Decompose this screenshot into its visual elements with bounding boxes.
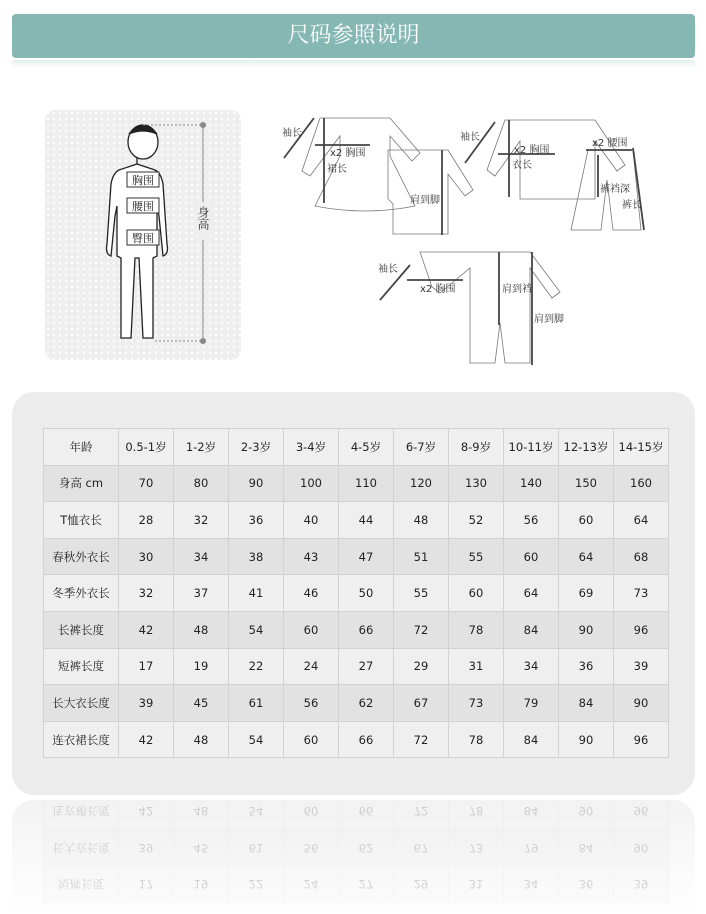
table-cell: 22 xyxy=(229,866,284,903)
table-cell: 44 xyxy=(339,502,394,539)
table-cell: 61 xyxy=(229,829,284,866)
table-cell: 90 xyxy=(559,721,614,758)
table-cell: 84 xyxy=(559,685,614,722)
table-cell: 84 xyxy=(504,721,559,758)
table-cell: 67 xyxy=(394,685,449,722)
table-cell: 72 xyxy=(394,800,449,829)
table-cell: 84 xyxy=(559,829,614,866)
table-cell: 73 xyxy=(449,685,504,722)
table-cell: 22 xyxy=(229,648,284,685)
table-cell: 40 xyxy=(284,502,339,539)
table-cell: 34 xyxy=(504,866,559,903)
table-cell: 90 xyxy=(559,611,614,648)
table-cell: 36 xyxy=(559,648,614,685)
table-cell: 24 xyxy=(284,648,339,685)
table-cell: 61 xyxy=(229,685,284,722)
table-row xyxy=(44,829,669,866)
table-cell: 79 xyxy=(504,685,559,722)
table-cell: 47 xyxy=(339,538,394,575)
column-header: 2-3岁 xyxy=(229,429,284,466)
table-row xyxy=(44,721,669,758)
table-cell: 78 xyxy=(449,721,504,758)
table-cell: 90 xyxy=(614,685,669,722)
table-cell: 72 xyxy=(394,611,449,648)
table-cell: 54 xyxy=(229,611,284,648)
table-cell: 84 xyxy=(504,800,559,829)
jumpsuit-shoulder-to-crotch-label: 肩到裆 xyxy=(502,284,532,295)
table-cell: 45 xyxy=(174,829,229,866)
table-cell: 54 xyxy=(229,800,284,829)
table-cell: 60 xyxy=(504,538,559,575)
body-measurement-figure xyxy=(45,110,241,360)
romper-shoulder-to-foot-label: 肩到脚 xyxy=(410,195,440,206)
table-cell: 36 xyxy=(559,866,614,903)
table-cell: 90 xyxy=(614,829,669,866)
table-cell: 28 xyxy=(119,502,174,539)
table-cell: 90 xyxy=(559,800,614,829)
table-cell: 130 xyxy=(449,465,504,502)
table-cell: 100 xyxy=(284,465,339,502)
row-label: 身高 cm xyxy=(44,465,119,502)
reflection-table xyxy=(43,800,669,903)
table-cell: 19 xyxy=(174,866,229,903)
row-label: T恤衣长 xyxy=(44,502,119,539)
table-cell: 60 xyxy=(284,611,339,648)
table-cell: 96 xyxy=(614,800,669,829)
table-cell: 29 xyxy=(394,866,449,903)
table-cell: 50 xyxy=(339,575,394,612)
table-cell: 68 xyxy=(614,538,669,575)
table-row xyxy=(44,465,669,502)
table-cell: 17 xyxy=(119,866,174,903)
table-cell: 62 xyxy=(339,685,394,722)
table-cell: 60 xyxy=(284,721,339,758)
row-label: 春秋外衣长 xyxy=(44,538,119,575)
table-cell: 79 xyxy=(504,829,559,866)
row-label: 短裤长度 xyxy=(44,866,119,903)
column-header: 4-5岁 xyxy=(339,429,394,466)
table-cell: 60 xyxy=(559,502,614,539)
pants-length-label: 裤长 xyxy=(622,200,642,211)
pants-rise-label: 裤裆深 xyxy=(600,184,630,195)
table-cell: 48 xyxy=(174,800,229,829)
table-cell: 17 xyxy=(119,648,174,685)
table-cell: 32 xyxy=(119,575,174,612)
row-label: 长大衣长度 xyxy=(44,829,119,866)
pants-waist-label: x2 腰围 xyxy=(592,138,628,149)
table-cell: 39 xyxy=(119,829,174,866)
table-cell: 78 xyxy=(449,611,504,648)
table-cell: 38 xyxy=(229,538,284,575)
table-row xyxy=(44,648,669,685)
dress-skirt-length-label: 裙长 xyxy=(327,164,347,175)
column-header: 14-15岁 xyxy=(614,429,669,466)
column-header: 0.5-1岁 xyxy=(119,429,174,466)
table-cell: 78 xyxy=(449,800,504,829)
table-row xyxy=(44,866,669,903)
table-cell: 24 xyxy=(284,866,339,903)
table-cell: 64 xyxy=(504,575,559,612)
hip-label: 臀围 xyxy=(132,232,154,245)
table-cell: 56 xyxy=(504,502,559,539)
table-cell: 160 xyxy=(614,465,669,502)
row-label: 冬季外衣长 xyxy=(44,575,119,612)
table-cell: 96 xyxy=(614,721,669,758)
table-cell: 39 xyxy=(614,866,669,903)
table-row xyxy=(44,611,669,648)
table-cell: 27 xyxy=(339,648,394,685)
table-cell: 110 xyxy=(339,465,394,502)
column-header: 10-11岁 xyxy=(504,429,559,466)
chest-label: 胸围 xyxy=(132,174,154,187)
table-cell: 66 xyxy=(339,800,394,829)
table-cell: 34 xyxy=(174,538,229,575)
table-cell: 69 xyxy=(559,575,614,612)
jumpsuit-shoulder-to-foot-label: 肩到脚 xyxy=(534,314,564,325)
table-cell: 80 xyxy=(174,465,229,502)
column-header: 年龄 xyxy=(44,429,119,466)
table-cell: 64 xyxy=(559,538,614,575)
top-sleeve-label: 袖长 xyxy=(460,132,480,143)
table-cell: 62 xyxy=(339,829,394,866)
table-cell: 60 xyxy=(449,575,504,612)
header-reflection xyxy=(12,60,695,68)
table-cell: 19 xyxy=(174,648,229,685)
table-cell: 52 xyxy=(449,502,504,539)
dress-chest-label: x2 胸围 xyxy=(330,148,366,159)
table-cell: 30 xyxy=(119,538,174,575)
row-label: 短裤长度 xyxy=(44,648,119,685)
table-cell: 66 xyxy=(339,721,394,758)
page-title: 尺码参照说明 xyxy=(12,14,695,58)
table-cell: 54 xyxy=(229,721,284,758)
table-cell: 31 xyxy=(449,648,504,685)
table-row xyxy=(44,502,669,539)
table-header-row xyxy=(44,429,669,466)
table-cell: 48 xyxy=(394,502,449,539)
table-cell: 34 xyxy=(504,648,559,685)
table-cell: 150 xyxy=(559,465,614,502)
table-cell: 51 xyxy=(394,538,449,575)
table-cell: 55 xyxy=(394,575,449,612)
table-cell: 48 xyxy=(174,721,229,758)
row-label: 长大衣长度 xyxy=(44,685,119,722)
table-cell: 43 xyxy=(284,538,339,575)
table-cell: 70 xyxy=(119,465,174,502)
table-cell: 72 xyxy=(394,721,449,758)
garment-measurement-diagram xyxy=(270,100,670,380)
table-cell: 41 xyxy=(229,575,284,612)
table-cell: 27 xyxy=(339,866,394,903)
table-cell: 73 xyxy=(614,575,669,612)
table-cell: 55 xyxy=(449,538,504,575)
table-cell: 37 xyxy=(174,575,229,612)
table-cell: 140 xyxy=(504,465,559,502)
table-reflection xyxy=(12,800,695,914)
table-cell: 42 xyxy=(119,611,174,648)
table-cell: 66 xyxy=(339,611,394,648)
column-header: 1-2岁 xyxy=(174,429,229,466)
row-label: 长裤长度 xyxy=(44,611,119,648)
table-row xyxy=(44,800,669,829)
child-body-icon xyxy=(45,110,241,360)
table-cell: 120 xyxy=(394,465,449,502)
waist-label: 腰围 xyxy=(132,200,154,213)
table-cell: 36 xyxy=(229,502,284,539)
table-cell: 46 xyxy=(284,575,339,612)
table-cell: 42 xyxy=(119,800,174,829)
table-row xyxy=(44,538,669,575)
table-cell: 56 xyxy=(284,685,339,722)
table-row xyxy=(44,685,669,722)
table-cell: 45 xyxy=(174,685,229,722)
table-cell: 48 xyxy=(174,611,229,648)
column-header: 8-9岁 xyxy=(449,429,504,466)
table-cell: 60 xyxy=(284,800,339,829)
dress-sleeve-label: 袖长 xyxy=(282,128,302,139)
row-label: 连衣裙长度 xyxy=(44,721,119,758)
size-chart-table xyxy=(43,428,669,758)
jumpsuit-chest-label: x2 胸围 xyxy=(420,284,456,295)
column-header: 3-4岁 xyxy=(284,429,339,466)
table-cell: 29 xyxy=(394,648,449,685)
jumpsuit-sleeve-label: 袖长 xyxy=(378,264,398,275)
table-cell: 96 xyxy=(614,611,669,648)
table-cell: 73 xyxy=(449,829,504,866)
table-cell: 39 xyxy=(119,685,174,722)
row-label: 连衣裙长度 xyxy=(44,800,119,829)
garment-sketch-icon xyxy=(270,100,670,380)
table-row xyxy=(44,575,669,612)
table-cell: 56 xyxy=(284,829,339,866)
height-label: 身高 xyxy=(196,206,210,230)
column-header: 12-13岁 xyxy=(559,429,614,466)
table-cell: 42 xyxy=(119,721,174,758)
top-chest-label: x2 胸围 xyxy=(514,145,550,156)
table-cell: 90 xyxy=(229,465,284,502)
table-cell: 39 xyxy=(614,648,669,685)
table-cell: 32 xyxy=(174,502,229,539)
top-length-label: 衣长 xyxy=(512,160,532,171)
table-cell: 84 xyxy=(504,611,559,648)
column-header: 6-7岁 xyxy=(394,429,449,466)
table-cell: 64 xyxy=(614,502,669,539)
table-cell: 67 xyxy=(394,829,449,866)
table-cell: 31 xyxy=(449,866,504,903)
